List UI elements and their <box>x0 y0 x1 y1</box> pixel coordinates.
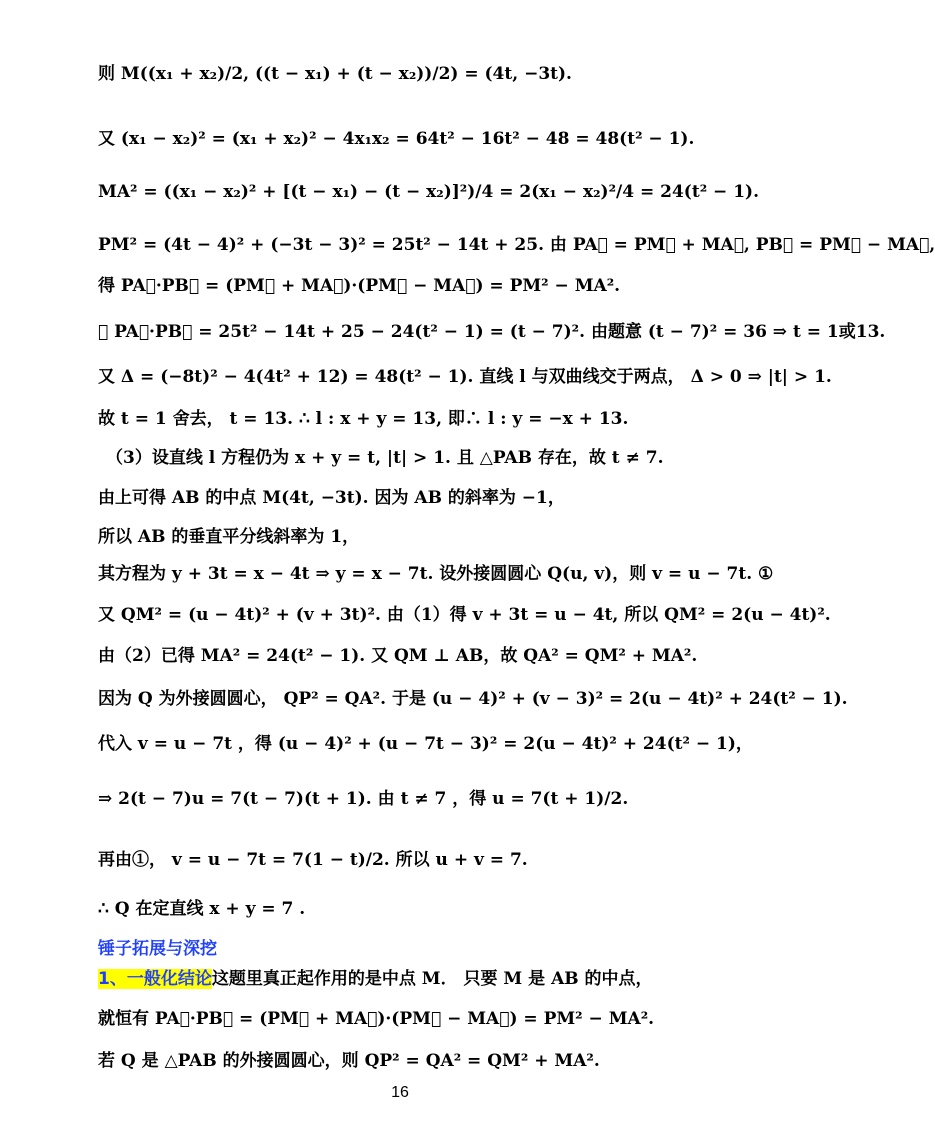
line-1: 则 M((x₁ + x₂)/2, ((t − x₁) + (t − x₂))/2) = (4t, −3t). <box>98 64 572 84</box>
line-9: （3）设直线 l 方程仍为 x + y = t, |t| > 1. 且 △PAB 存在，故 t ≠ 7. <box>106 448 664 468</box>
line-2: 又 (x₁ − x₂)² = (x₁ + x₂)² − 4x₁x₂ = 64t² − 16t² − 48 = 48(t² − 1). <box>98 129 695 149</box>
line-19: ∴ Q 在定直线 x + y = 7 . <box>98 899 306 919</box>
page-number: 16 <box>391 1084 409 1101</box>
point-1-line-2: 就恒有 PA⃗·PB⃗ = (PM⃗ + MA⃗)·(PM⃗ − MA⃗) = PM² − MA². <box>98 1009 655 1029</box>
line-6: ∴ PA⃗·PB⃗ = 25t² − 14t + 25 − 24(t² − 1) = (t − 7)². 由题意 (t − 7)² = 36 ⇒ t = 1或13. <box>98 322 886 342</box>
point-1-line <box>98 968 760 990</box>
point-1-text: 这题里真正起作用的是中点 M． 只要 M 是 AB 的中点， <box>211 969 653 989</box>
line-10: 由上可得 AB 的中点 M(4t, −3t). 因为 AB 的斜率为 −1， <box>98 488 565 508</box>
line-17: ⇒ 2(t − 7)u = 7(t − 7)(t + 1). 由 t ≠ 7 ，得 u = 7(t + 1)/2. <box>98 789 629 809</box>
line-5: 得 PA⃗·PB⃗ = (PM⃗ + MA⃗)·(PM⃗ − MA⃗) = PM² − MA². <box>98 276 621 296</box>
line-14: 由（2）已得 MA² = 24(t² − 1). 又 QM ⊥ AB，故 QA² = QM² + MA². <box>98 646 698 666</box>
point-1-line-3: 若 Q 是 △PAB 的外接圆圆心，则 QP² = QA² = QM² + MA². <box>98 1051 600 1071</box>
line-12: 其方程为 y + 3t = x − 4t ⇒ y = x − 7t. 设外接圆圆心 Q(u, v)，则 v = u − 7t. ① <box>98 564 774 584</box>
line-15: 因为 Q 为外接圆圆心， QP² = QA². 于是 (u − 4)² + (v − 3)² = 2(u − 4t)² + 24(t² − 1). <box>98 689 848 709</box>
point-1-label: 1、一般化结论 <box>98 969 212 989</box>
line-13: 又 QM² = (u − 4t)² + (v + 3t)². 由（1）得 v + 3t = u − 4t, 所以 QM² = 2(u − 4t)². <box>98 605 831 625</box>
line-16: 代入 v = u − 7t ，得 (u − 4)² + (u − 7t − 3)² = 2(u − 4t)² + 24(t² − 1)， <box>98 734 753 754</box>
line-4: PM² = (4t − 4)² + (−3t − 3)² = 25t² − 14t + 25. 由 PA⃗ = PM⃗ + MA⃗, PB⃗ = PM⃗ − MA⃗, <box>98 235 935 255</box>
line-18: 再由①， v = u − 7t = 7(1 − t)/2. 所以 u + v = 7. <box>98 850 528 870</box>
line-11: 所以 AB 的垂直平分线斜率为 1， <box>98 527 360 547</box>
line-8: 故 t = 1 舍去， t = 13. ∴ l : x + y = 13, 即∴ l : y = −x + 13. <box>98 409 629 429</box>
line-7: 又 Δ = (−8t)² − 4(4t² + 12) = 48(t² − 1). 直线 l 与双曲线交于两点， Δ > 0 ⇒ |t| > 1. <box>98 367 832 387</box>
line-3: MA² = ((x₁ − x₂)² + [(t − x₁) − (t − x₂)]²)/4 = 2(x₁ − x₂)²/4 = 24(t² − 1). <box>98 182 760 202</box>
section-heading: 锤子拓展与深挖 <box>98 939 217 959</box>
